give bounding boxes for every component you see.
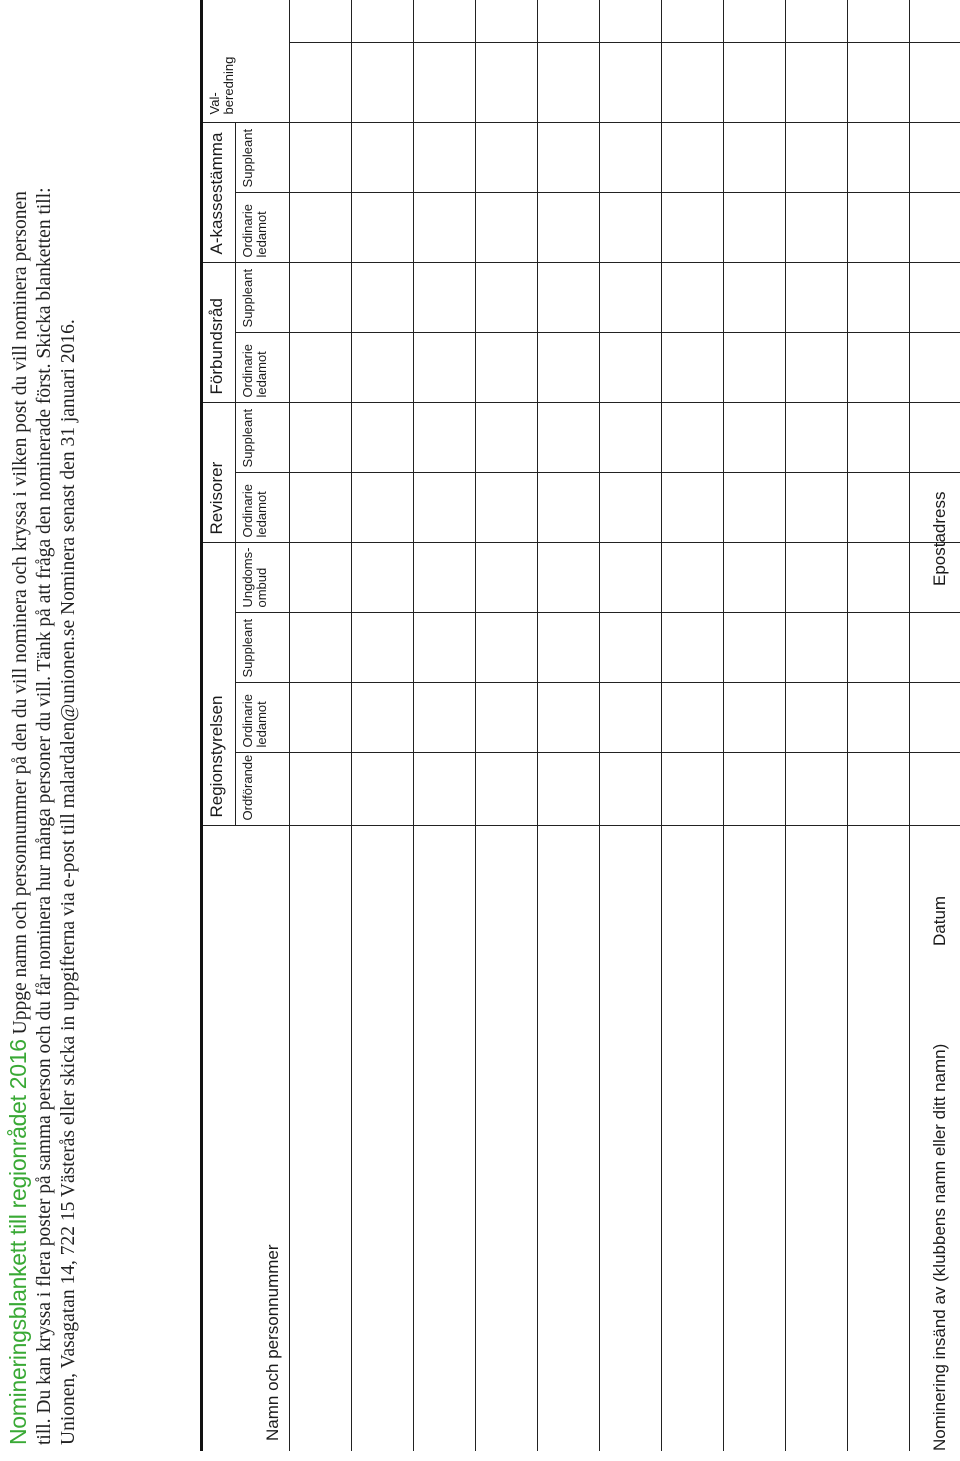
ledamot-label: ledamot [254,211,269,258]
table-row [600,0,662,1451]
checkbox-cell[interactable] [724,753,786,826]
table-row [290,0,352,1451]
checkbox-cell[interactable] [662,403,724,473]
checkbox-cell[interactable] [352,403,414,473]
checkbox-cell[interactable] [848,193,910,263]
checkbox-cell[interactable] [600,193,662,263]
ordinarie-label: Ordinarie [240,694,255,748]
ordinarie-label: Ordinarie [240,484,255,538]
checkbox-cell[interactable] [662,193,724,263]
checkbox-cell[interactable] [786,613,848,683]
checkbox-cell[interactable] [538,123,600,193]
sent-by-label: Nominering insänd av (klubbens namn eller ditt namn) [930,1043,949,1451]
checkbox-cell[interactable] [352,333,414,403]
checkbox-cell[interactable] [476,193,538,263]
checkbox-cell[interactable] [538,543,600,613]
checkbox-cell[interactable] [848,403,910,473]
checkbox-cell[interactable] [538,263,600,333]
checkbox-cell[interactable] [848,753,910,826]
checkbox-cell[interactable] [724,123,786,193]
checkbox-cell[interactable] [352,473,414,543]
checkbox-cell[interactable] [414,0,476,43]
checkbox-cell[interactable] [290,263,352,333]
checkbox-cell[interactable] [290,0,352,43]
checkbox-cell[interactable] [662,683,724,753]
checkbox-cell[interactable] [848,683,910,753]
checkbox-cell[interactable] [724,403,786,473]
checkbox-cell[interactable] [724,43,786,123]
checkbox-cell[interactable] [662,0,724,43]
sub-rev-ordinarie [236,473,290,543]
checkbox-cell[interactable] [290,543,352,613]
checkbox-cell[interactable] [662,473,724,543]
checkbox-cell[interactable] [662,543,724,613]
checkbox-cell[interactable] [600,683,662,753]
group-akassestamma: A-kassestämma [202,123,236,263]
checkbox-cell[interactable] [414,613,476,683]
ordinarie-label: Ordinarie [240,344,255,398]
ledamot-label: ledamot [254,351,269,398]
checkbox-cell[interactable] [786,403,848,473]
checkbox-cell[interactable] [538,613,600,683]
name-header-label: Namn och personnummer [263,1244,282,1441]
checkbox-cell[interactable] [414,753,476,826]
intro-line-1: Uppge namn och personnummer på den du vill nominera och kryssa i vilken post du vill nominera personen [10,191,31,1040]
checkbox-cell[interactable] [290,613,352,683]
checkbox-cell[interactable] [476,683,538,753]
checkbox-cell[interactable] [662,263,724,333]
checkbox-cell[interactable] [290,123,352,193]
checkbox-cell[interactable] [786,753,848,826]
checkbox-cell[interactable] [724,0,786,43]
name-input-cell[interactable] [290,826,352,1451]
intro-line-3: Unionen, Vasagatan 14, 722 15 Västerås eller skicka in uppgifterna via e-post till malardalen@unionen.se Nominera senast den 31 januari 2016. [58,319,79,1445]
name-input-cell[interactable] [724,826,786,1451]
table-body [290,0,960,1451]
table-row [786,0,848,1451]
name-column-header [202,826,290,1451]
name-input-cell[interactable] [786,826,848,1451]
checkbox-cell[interactable] [538,753,600,826]
checkbox-cell[interactable] [352,123,414,193]
table-row [476,0,538,1451]
checkbox-cell[interactable] [724,333,786,403]
ledamot-label: ledamot [254,701,269,748]
group-revisorer: Revisorer [202,403,236,543]
checkbox-cell[interactable] [290,473,352,543]
ungdoms-label: Ungdoms- [240,547,255,608]
sub-rs-ordinarie [236,683,290,753]
checkbox-cell[interactable] [724,263,786,333]
checkbox-cell[interactable] [414,43,476,123]
name-input-cell[interactable] [662,826,724,1451]
checkbox-cell[interactable] [848,263,910,333]
checkbox-cell[interactable] [538,473,600,543]
intro-line-2: till. Du kan kryssa i flera poster på samma person och du får nominera hur många personer du vill. Tänk på att fråga den nominerade först. Skicka blanketten till: [34,187,55,1445]
checkbox-cell[interactable] [414,123,476,193]
checkbox-cell[interactable] [476,473,538,543]
checkbox-cell[interactable] [662,613,724,683]
nomination-table [200,0,960,1451]
table-row [724,0,786,1451]
sub-ungdomsombud [236,543,290,613]
checkbox-cell[interactable] [724,473,786,543]
ordinarie-label: Ordinarie [240,203,255,258]
checkbox-cell[interactable] [352,0,414,43]
checkbox-cell[interactable] [786,543,848,613]
form-title: Nomineringsblankett till regionrådet 2016 [5,1039,31,1445]
checkbox-cell[interactable] [538,403,600,473]
name-input-cell[interactable] [538,826,600,1451]
checkbox-cell[interactable] [476,613,538,683]
checkbox-cell[interactable] [290,753,352,826]
checkbox-cell[interactable] [352,43,414,123]
valberedning-label-1: Val- [207,92,222,115]
valberedning-label-2: beredning [221,56,236,115]
checkbox-cell[interactable] [786,333,848,403]
checkbox-cell[interactable] [414,543,476,613]
checkbox-cell[interactable] [538,193,600,263]
checkbox-cell[interactable] [786,473,848,543]
sub-fr-suppleant: Suppleant [236,263,290,333]
checkbox-cell[interactable] [724,613,786,683]
checkbox-cell[interactable] [538,333,600,403]
checkbox-cell[interactable] [476,333,538,403]
checkbox-cell[interactable] [600,263,662,333]
checkbox-cell[interactable] [538,683,600,753]
checkbox-cell[interactable] [724,543,786,613]
ledamot-label: ledamot [254,491,269,538]
checkbox-cell[interactable] [786,0,848,43]
checkbox-cell[interactable] [476,753,538,826]
checkbox-cell[interactable] [848,613,910,683]
table-row [538,0,600,1451]
checkbox-cell[interactable] [848,543,910,613]
checkbox-cell[interactable] [786,43,848,123]
checkbox-cell[interactable] [848,123,910,193]
sub-ak-suppleant: Suppleant [236,123,290,193]
sub-ordforande: Ordförande [236,753,290,826]
checkbox-cell[interactable] [290,333,352,403]
checkbox-cell[interactable] [476,263,538,333]
signature-footer [930,11,954,1451]
checkbox-cell[interactable] [786,193,848,263]
name-input-cell[interactable] [414,826,476,1451]
checkbox-cell[interactable] [662,43,724,123]
checkbox-cell[interactable] [476,403,538,473]
checkbox-cell[interactable] [600,333,662,403]
checkbox-cell[interactable] [786,263,848,333]
checkbox-cell[interactable] [600,543,662,613]
table-row [848,0,910,1451]
checkbox-cell[interactable] [352,613,414,683]
checkbox-cell[interactable] [352,753,414,826]
checkbox-cell[interactable] [724,683,786,753]
ombud-label: ombud [254,567,269,608]
checkbox-cell[interactable] [848,473,910,543]
checkbox-cell[interactable] [414,333,476,403]
checkbox-cell[interactable] [848,0,910,43]
checkbox-cell[interactable] [476,0,538,43]
checkbox-cell[interactable] [662,123,724,193]
checkbox-cell[interactable] [352,683,414,753]
checkbox-cell[interactable] [848,333,910,403]
group-forbundsrad: Förbundsråd [202,263,236,403]
date-label: Datum [930,895,949,946]
checkbox-cell[interactable] [476,543,538,613]
checkbox-cell[interactable] [600,473,662,543]
group-regionstyrelsen: Regionstyrelsen [202,543,236,826]
checkbox-cell[interactable] [724,193,786,263]
checkbox-cell[interactable] [600,403,662,473]
checkbox-cell[interactable] [662,333,724,403]
checkbox-cell[interactable] [476,43,538,123]
table-row [414,0,476,1451]
checkbox-cell[interactable] [786,123,848,193]
table-row [662,0,724,1451]
checkbox-cell[interactable] [352,193,414,263]
sub-ak-ordinarie [236,193,290,263]
checkbox-cell[interactable] [414,683,476,753]
name-input-cell[interactable] [848,826,910,1451]
group-valberedning [202,0,290,123]
name-input-cell[interactable] [352,826,414,1451]
checkbox-cell[interactable] [290,43,352,123]
name-input-cell[interactable] [600,826,662,1451]
checkbox-cell[interactable] [600,753,662,826]
checkbox-cell[interactable] [538,0,600,43]
checkbox-cell[interactable] [476,123,538,193]
checkbox-cell[interactable] [414,473,476,543]
name-input-cell[interactable] [476,826,538,1451]
checkbox-cell[interactable] [600,613,662,683]
checkbox-cell[interactable] [662,753,724,826]
checkbox-cell[interactable] [290,193,352,263]
table-row [352,0,414,1451]
checkbox-cell[interactable] [414,403,476,473]
email-label: Epostadress [930,491,949,586]
checkbox-cell[interactable] [600,43,662,123]
checkbox-cell[interactable] [538,43,600,123]
checkbox-cell[interactable] [414,263,476,333]
sub-rs-suppleant: Suppleant [236,613,290,683]
checkbox-cell[interactable] [352,543,414,613]
intro-text [6,25,81,1445]
checkbox-cell[interactable] [290,683,352,753]
sub-fr-ordinarie [236,333,290,403]
checkbox-cell[interactable] [414,193,476,263]
checkbox-cell[interactable] [786,683,848,753]
checkbox-cell[interactable] [290,403,352,473]
checkbox-cell[interactable] [848,43,910,123]
checkbox-cell[interactable] [352,263,414,333]
checkbox-cell[interactable] [600,123,662,193]
sub-rev-suppleant: Suppleant [236,403,290,473]
checkbox-cell[interactable] [600,0,662,43]
